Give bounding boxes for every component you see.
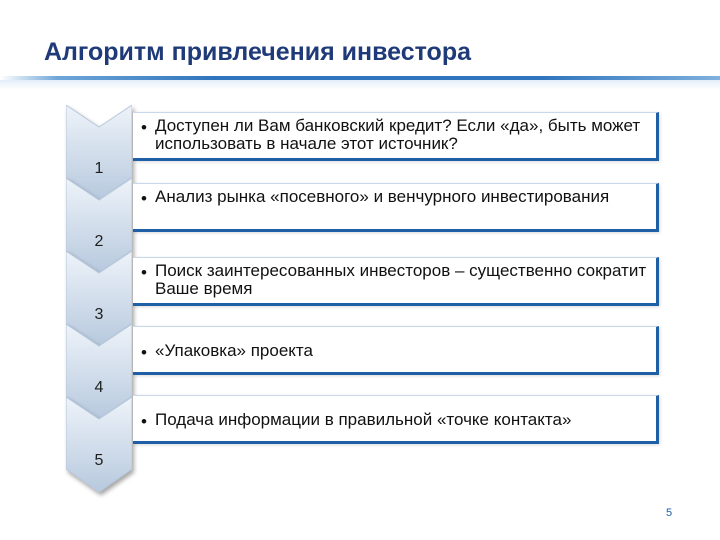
step-text: «Упаковка» проекта	[155, 341, 313, 360]
step-number: 4	[94, 379, 104, 396]
step-box-1	[133, 112, 659, 161]
bullet: •	[141, 118, 147, 137]
bullet: •	[141, 412, 147, 431]
step-box-3	[133, 257, 659, 306]
step-number: 1	[94, 160, 104, 177]
step-text: Подача информации в правильной «точке контакта»	[155, 410, 572, 429]
step-number: 5	[94, 452, 104, 469]
step-text: Поиск заинтересованных инвесторов – существенно сократит Ваше время	[155, 261, 647, 298]
page-title: Алгоритм привлечения инвестора	[44, 38, 471, 66]
step-box-5	[133, 395, 659, 444]
step-box-4	[133, 326, 659, 375]
step-box-2	[133, 183, 659, 232]
step-chevron-5	[66, 397, 132, 492]
step-text: Доступен ли Вам банковский кредит? Если «да», быть может использовать в начале этот источник?	[155, 116, 641, 153]
title-underline	[0, 76, 720, 90]
step-text: Анализ рынка «посевного» и венчурного инвестирования	[155, 187, 610, 206]
bullet: •	[141, 263, 147, 282]
bullet: •	[141, 343, 147, 362]
bullet: •	[141, 189, 147, 208]
page-number: 5	[666, 507, 673, 519]
step-number: 3	[94, 306, 104, 323]
step-number: 2	[94, 233, 104, 250]
